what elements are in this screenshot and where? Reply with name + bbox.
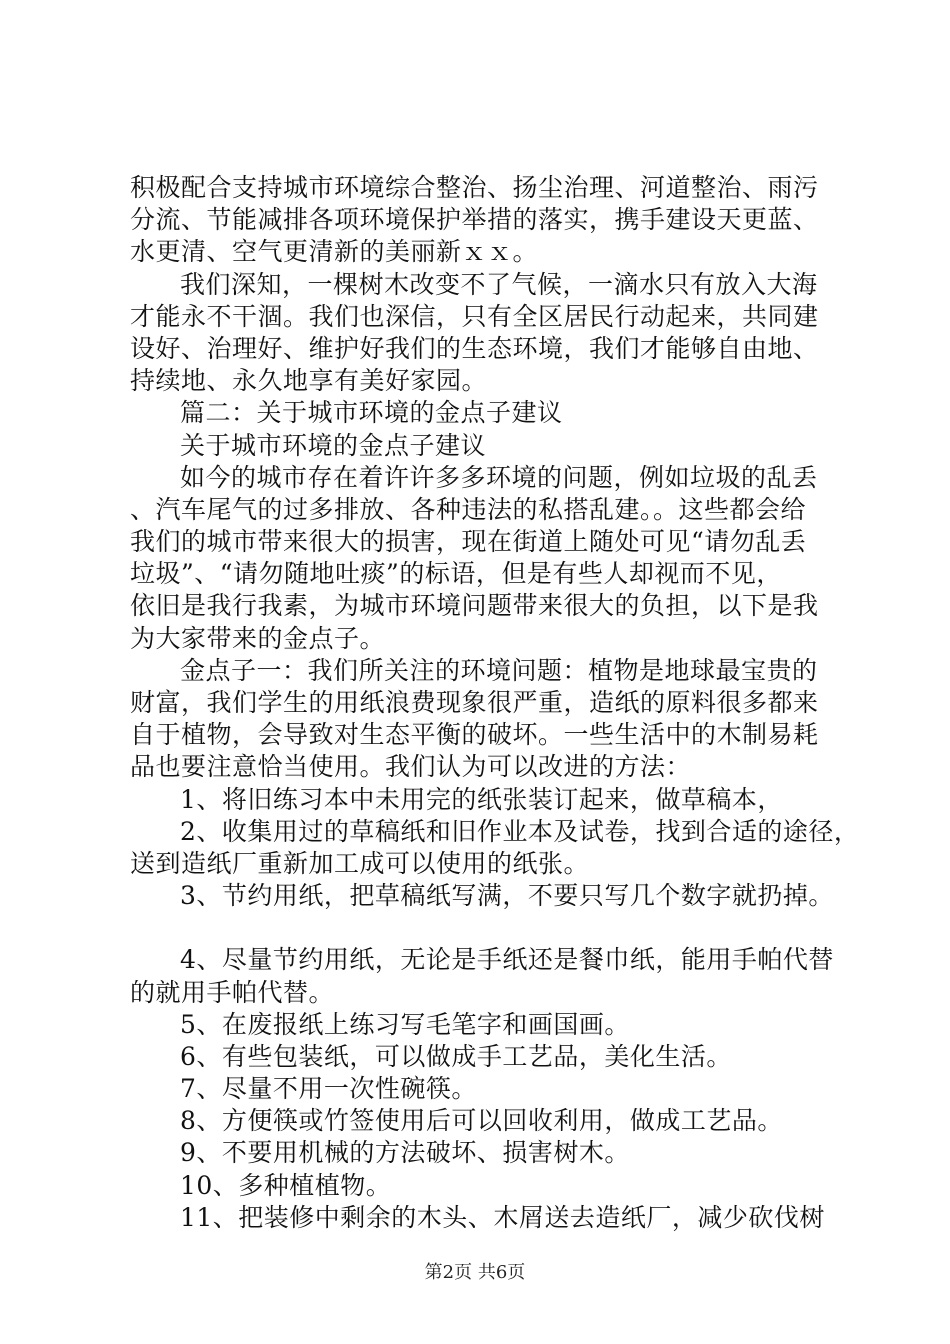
page-number-label: 第2页 共6页	[424, 1262, 526, 1283]
text-line: 1、将旧练习本中未用完的纸张装订起来，做草稿本，	[180, 784, 783, 814]
text-line: 7、尽量不用一次性碗筷。	[180, 1074, 477, 1104]
text-line: 依旧是我行我素，为城市环境问题带来很大的负担，以下是我	[130, 591, 819, 621]
text-line: 6、有些包装纸，可以做成手工艺品，美化生活。	[180, 1041, 732, 1071]
text-line: 篇二：关于城市环境的金点子建议	[180, 398, 563, 428]
text-line: 9、不要用机械的方法破坏、损害树木。	[180, 1138, 630, 1168]
text-line: 的就用手帕代替。	[130, 977, 335, 1007]
text-line: 我们深知，一棵树木改变不了气候，一滴水只有放入大海	[180, 269, 818, 299]
text-line: 设好、治理好、维护好我们的生态环境，我们才能够自由地、	[130, 333, 819, 363]
text-line: 品也要注意恰当使用。我们认为可以改进的方法：	[130, 752, 692, 782]
text-line: 自于植物，会导致对生态平衡的破坏。一些生活中的木制易耗	[130, 720, 819, 750]
text-line: 、汽车尾气的过多排放、各种违法的私搭乱建。。这些都会给	[130, 494, 807, 524]
text-line: 8、方便筷或竹签使用后可以回收利用，做成工艺品。	[180, 1106, 783, 1136]
page-footer	[0, 1262, 950, 1284]
text-line: 积极配合支持城市环境综合整治、扬尘治理、河道整治、雨污	[130, 173, 819, 202]
text-line: 金点子一：我们所关注的环境问题：植物是地球最宝贵的	[180, 655, 818, 685]
text-line: 关于城市环境的金点子建议	[180, 430, 487, 460]
text-line: 分流、节能减排各项环境保护举措的落实，携手建设天更蓝、	[130, 205, 819, 235]
text-line: 2、收集用过的草稿纸和旧作业本及试卷，找到合适的途径，	[180, 816, 860, 846]
text-line: 我们的城市带来很大的损害，现在街道上随处可见“请勿乱丢	[130, 527, 807, 557]
text-line: 送到造纸厂重新加工成可以使用的纸张。	[130, 848, 590, 878]
text-line: 3、节约用纸，把草稿纸写满，不要只写几个数字就扔掉。	[180, 881, 834, 911]
text-line: 4、尽量节约用纸，无论是手纸还是餐巾纸，能用手帕代替	[180, 945, 834, 975]
text-line: 持续地、永久地享有美好家园。	[130, 366, 488, 396]
text-line: 水更清、空气更清新的美丽新ｘｘ。	[130, 237, 539, 267]
blank-line	[130, 912, 830, 944]
text-line: 财富，我们学生的用纸浪费现象很严重，造纸的原料很多都来	[130, 688, 819, 717]
text-line: 为大家带来的金点子。	[130, 623, 386, 653]
text-line: 5、在废报纸上练习写毛笔字和画国画。	[180, 1009, 630, 1039]
text-line: 11、把装修中剩余的木头、木屑送去造纸厂，减少砍伐树	[180, 1202, 825, 1232]
text-line: 如今的城市存在着许许多多环境的问题，例如垃圾的乱丢	[180, 462, 818, 492]
text-line: 才能永不干涸。我们也深信，只有全区居民行动起来，共同建	[130, 301, 819, 331]
document-body	[130, 172, 860, 1234]
text-line: 10、多种植植物。	[180, 1170, 392, 1200]
text-line: 垃圾”、“请勿随地吐痰”的标语，但是有些人却视而不见，	[130, 559, 782, 589]
